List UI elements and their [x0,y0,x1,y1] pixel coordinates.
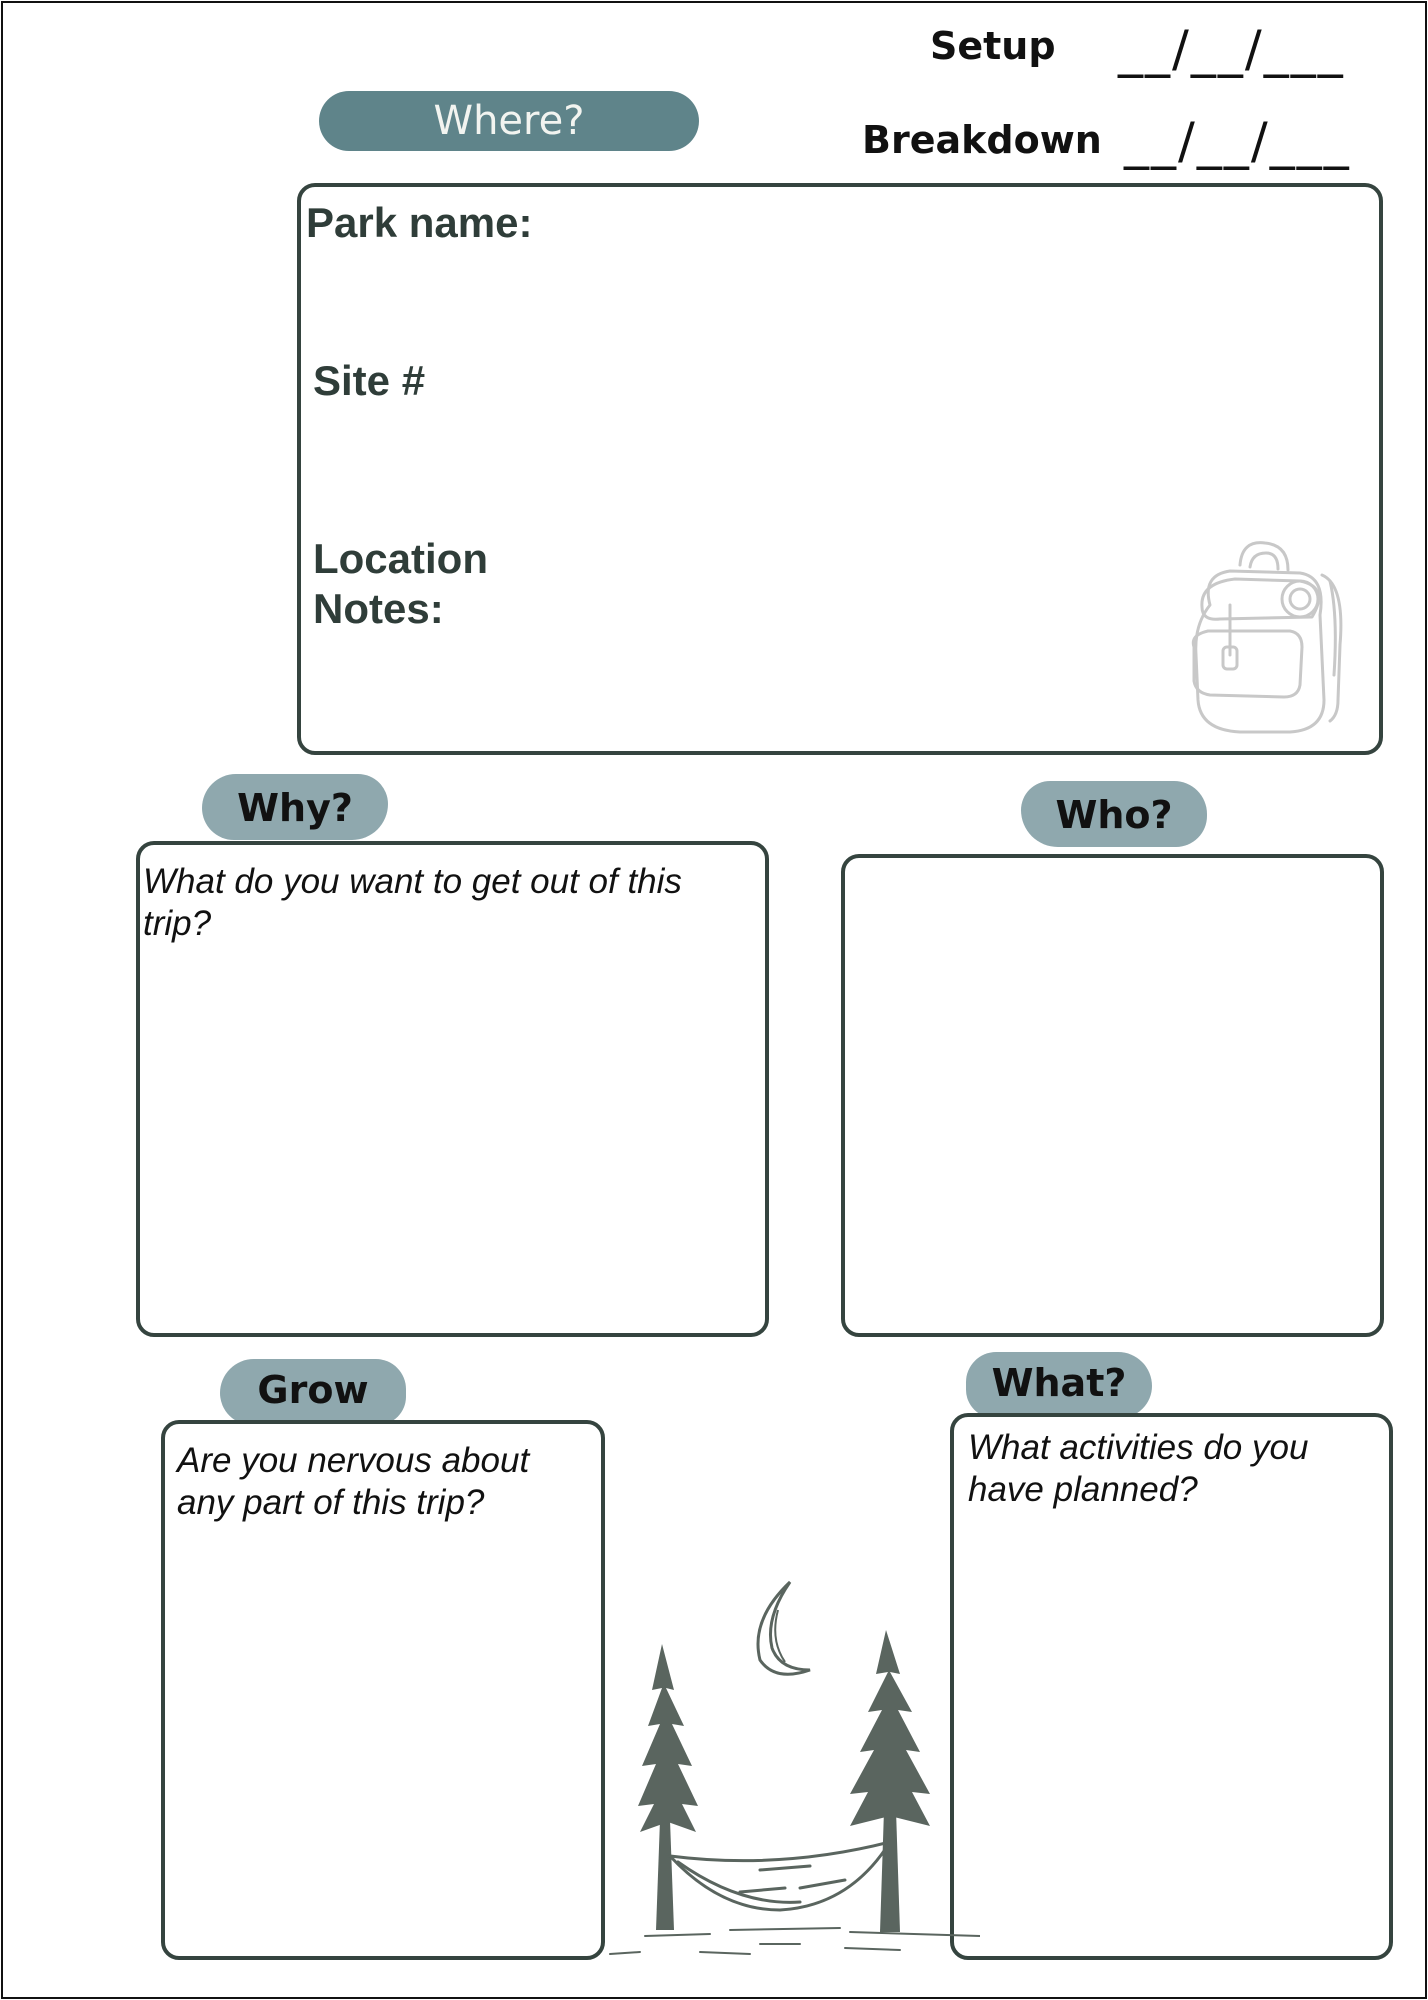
trees-hammock-moon-illustration [600,1570,980,1970]
location-notes-label-line2: Notes: [313,585,444,632]
breakdown-label: Breakdown [862,118,1102,162]
why-prompt: What do you want to get out of this trip? [143,862,682,943]
what-prompt: What activities do you have planned? [968,1428,1309,1509]
site-number-label: Site # [313,357,426,404]
grow-prompt: Are you nervous about any part of this trip? [177,1441,530,1522]
location-notes-label-line1: Location [313,535,488,582]
what-tag-label: What? [991,1361,1127,1405]
park-name-label: Park name: [306,199,533,246]
who-box[interactable] [841,854,1384,1337]
pine-tree-left-icon [638,1644,698,1930]
who-tag-label: Who? [1055,793,1173,837]
moon-icon [758,1582,810,1674]
grow-tag-label: Grow [257,1368,369,1412]
backpack-icon [1180,535,1350,735]
where-tag-label: Where? [433,98,585,144]
where-tag [319,91,699,151]
hammock-icon [670,1842,890,1910]
setup-date-field[interactable]: __/__/___ [1118,20,1345,78]
ground-lines [610,1928,980,1954]
why-tag-label: Why? [237,786,353,830]
setup-label: Setup [930,24,1056,68]
breakdown-date-field[interactable]: __/__/___ [1124,112,1351,170]
pine-tree-right-icon [850,1630,930,1932]
